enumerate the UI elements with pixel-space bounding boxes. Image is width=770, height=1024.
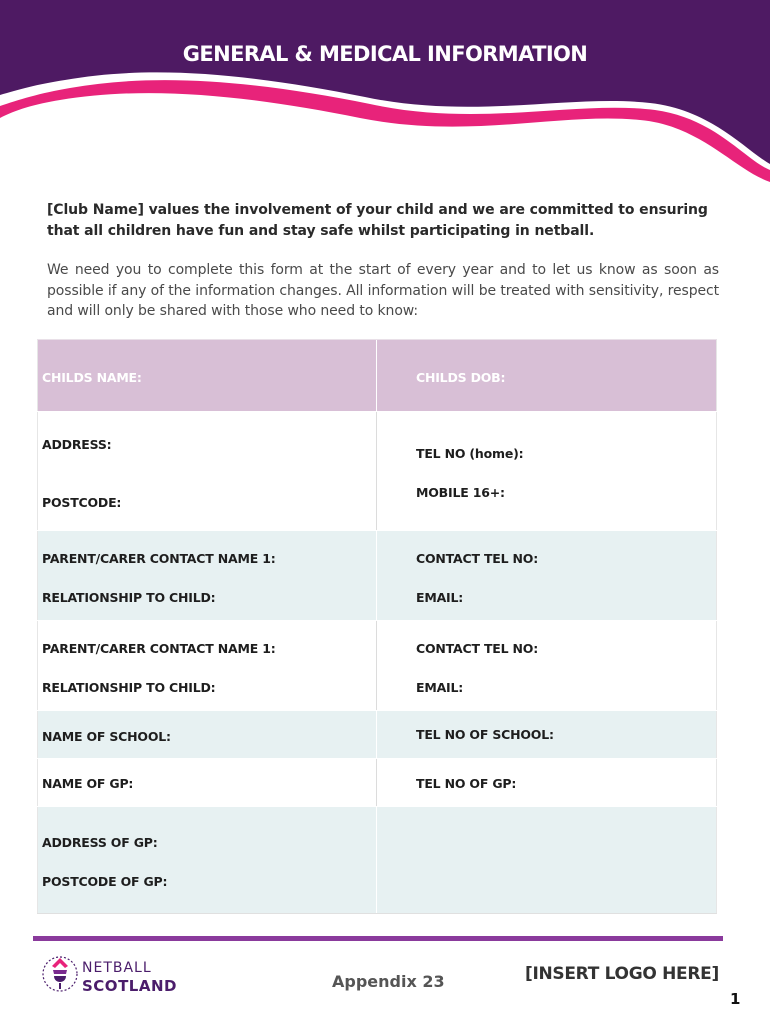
gp-name-label: NAME OF GP: xyxy=(42,776,134,791)
childs-dob-label: CHILDS DOB: xyxy=(416,370,506,385)
form-row-gp-address xyxy=(37,807,717,914)
postcode-label: POSTCODE: xyxy=(42,495,122,510)
form-row-school xyxy=(37,711,717,759)
gp-address-label: ADDRESS OF GP: xyxy=(42,835,158,850)
parent1-name-label: PARENT/CARER CONTACT NAME 1: xyxy=(42,551,276,566)
parent1-field[interactable] xyxy=(37,531,377,620)
form-row-gp xyxy=(37,759,717,807)
intro-instructions: We need you to complete this form at the start of every year and to let us know as soon as possible if any of the information changes. All information will be treated with sensitivity, respect and will only be shared with those who need to know: xyxy=(47,262,719,319)
form-row-address xyxy=(37,412,717,531)
footer-divider xyxy=(33,936,723,941)
school-name-label: NAME OF SCHOOL: xyxy=(42,729,171,744)
parent2-email-label: EMAIL: xyxy=(416,680,464,695)
intro-statement: [Club Name] values the involvement of your child and we are committed to ensuring that all children have fun and stay safe whilst participating in netball. xyxy=(47,202,708,239)
parent2-contact-field[interactable] xyxy=(377,621,717,710)
childs-dob-field[interactable] xyxy=(377,340,717,411)
parent1-contact-field[interactable] xyxy=(377,531,717,620)
parent2-relationship-label: RELATIONSHIP TO CHILD: xyxy=(42,680,216,695)
address-label: ADDRESS: xyxy=(42,437,112,452)
school-tel-field[interactable] xyxy=(377,711,717,758)
parent1-tel-label: CONTACT TEL NO: xyxy=(416,551,539,566)
gp-postcode-label: POSTCODE OF GP: xyxy=(42,874,168,889)
address-field[interactable] xyxy=(37,412,377,530)
gp-name-field[interactable] xyxy=(37,759,377,806)
childs-name-label: CHILDS NAME: xyxy=(42,370,142,385)
child-info-form xyxy=(37,339,717,914)
gp-tel-field[interactable] xyxy=(377,759,717,806)
school-tel-label: TEL NO OF SCHOOL: xyxy=(416,727,554,742)
logo-text-netball: NETBALL xyxy=(82,960,152,976)
form-row-parent-1 xyxy=(37,531,717,621)
school-name-field[interactable] xyxy=(37,711,377,758)
insert-logo-placeholder: [INSERT LOGO HERE] xyxy=(525,964,719,984)
gp-address-blank[interactable] xyxy=(377,807,717,913)
parent1-email-label: EMAIL: xyxy=(416,590,464,605)
parent2-name-label: PARENT/CARER CONTACT NAME 1: xyxy=(42,641,276,656)
mobile-label: MOBILE 16+: xyxy=(416,485,505,500)
appendix-label: Appendix 23 xyxy=(332,972,445,991)
childs-name-field[interactable] xyxy=(37,340,377,411)
gp-address-field[interactable] xyxy=(37,807,377,913)
logo-text-scotland: SCOTLAND xyxy=(82,977,177,995)
tel-home-label: TEL NO (home): xyxy=(416,446,524,461)
parent2-field[interactable] xyxy=(37,621,377,710)
phone-field[interactable] xyxy=(377,412,717,530)
form-row-child xyxy=(37,339,717,412)
parent2-tel-label: CONTACT TEL NO: xyxy=(416,641,539,656)
page-number: 1 xyxy=(730,990,741,1008)
form-row-parent-2 xyxy=(37,621,717,711)
gp-tel-label: TEL NO OF GP: xyxy=(416,776,517,791)
parent1-relationship-label: RELATIONSHIP TO CHILD: xyxy=(42,590,216,605)
header-wave-graphic xyxy=(0,0,770,200)
header-banner xyxy=(0,0,770,200)
page-title: GENERAL & MEDICAL INFORMATION xyxy=(182,42,588,66)
